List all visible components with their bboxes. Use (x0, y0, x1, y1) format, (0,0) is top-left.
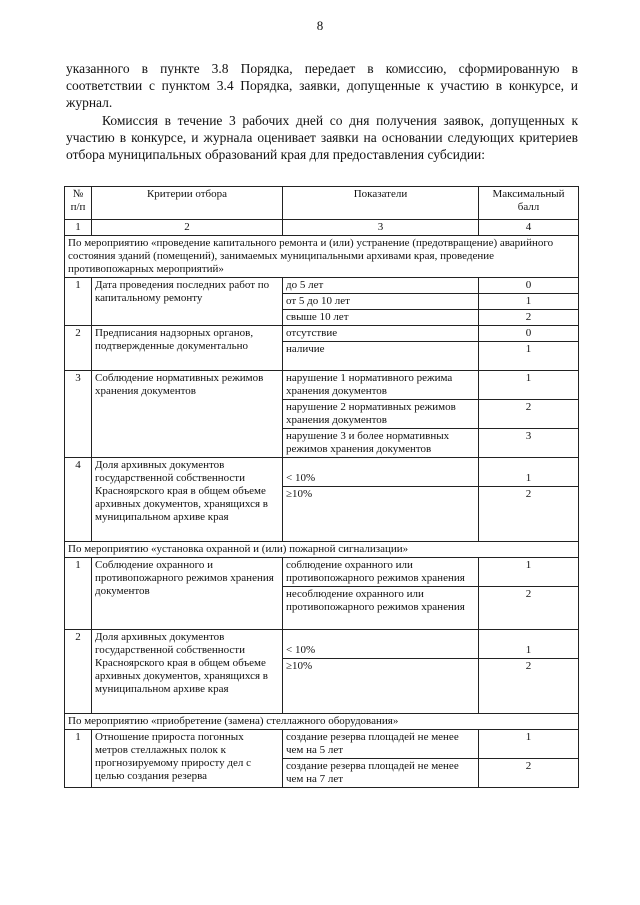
criterion-name: Соблюдение охранного и противопожарного режимов хранения документов (92, 558, 283, 630)
criterion-num: 3 (65, 371, 92, 458)
section-row (65, 714, 579, 730)
intro-paragraph-1: указанного в пункте 3.8 Порядка, передает в комиссию, сформированную в соответствии с пунктом 3.4 Порядка, заявки, допущенные к участию в конкурсе, и журнал. (66, 61, 578, 110)
criteria-table (64, 186, 579, 788)
score-cell: 1 (479, 371, 579, 400)
indicator-cell: до 5 лет (283, 278, 479, 294)
page-number: 8 (316, 18, 324, 33)
col-number: 4 (479, 220, 579, 236)
section-title: По мероприятию «проведение капитального ремонта и (или) устранение (предотвращение) аварийного состояния зданий (помещений), занимаемых муниципальными архивами края, проведение противопожарных мероприятий» (65, 236, 579, 278)
section-title: По мероприятию «установка охранной и (или) пожарной сигнализации» (65, 542, 579, 558)
table-row (65, 326, 579, 342)
score-cell: 1 (479, 458, 579, 487)
table-column-numbers-row (65, 220, 579, 236)
criterion-name: Дата проведения последних работ по капитальному ремонту (92, 278, 283, 326)
indicator-cell: создание резерва площадей не менее чем на 7 лет (283, 759, 479, 788)
intro-paragraph-2: Комиссия в течение 3 рабочих дней со дня получения заявок, допущенных к участию в конкурсе, и журнала оценивает заявки на основании следующих критериев отбора муниципальных образований края для предоставления субсидии: (66, 113, 578, 162)
table-row (65, 630, 579, 659)
criterion-name: Отношение прироста погонных метров стеллажных полок к прогнозируемому приросту дел с целью создания резерва (92, 730, 283, 788)
score-cell: 2 (479, 587, 579, 630)
header-criteria: Критерии отбора (92, 187, 283, 220)
criterion-num: 1 (65, 558, 92, 630)
indicator-cell: < 10% (283, 630, 479, 659)
criterion-name: Доля архивных документов государственной собственности Красноярского края в общем объеме архивных документов, хранящихся в муниципальном архиве края (92, 630, 283, 714)
indicator-cell: отсутствие (283, 326, 479, 342)
criterion-num: 2 (65, 630, 92, 714)
criterion-num: 1 (65, 730, 92, 788)
indicator-cell: < 10% (283, 458, 479, 487)
score-cell: 2 (479, 659, 579, 714)
score-cell: 2 (479, 400, 579, 429)
score-cell: 2 (479, 759, 579, 788)
table-row (65, 371, 579, 400)
indicator-cell: ≥10% (283, 487, 479, 542)
criterion-name: Предписания надзорных органов, подтвержденные документально (92, 326, 283, 371)
indicator-cell: нарушение 3 и более нормативных режимов хранения документов (283, 429, 479, 458)
criterion-num: 4 (65, 458, 92, 542)
col-number: 1 (65, 220, 92, 236)
score-cell: 1 (479, 630, 579, 659)
criterion-num: 2 (65, 326, 92, 371)
criterion-name: Доля архивных документов государственной собственности Красноярского края в общем объеме архивных документов, хранящихся в муниципальном архиве края (92, 458, 283, 542)
table-row (65, 730, 579, 759)
indicator-cell: ≥10% (283, 659, 479, 714)
header-num: № п/п (65, 187, 92, 220)
score-cell: 1 (479, 342, 579, 371)
header-indicators: Показатели (283, 187, 479, 220)
indicator-cell: создание резерва площадей не менее чем на 5 лет (283, 730, 479, 759)
criterion-name: Соблюдение нормативных режимов хранения документов (92, 371, 283, 458)
indicator-cell: от 5 до 10 лет (283, 294, 479, 310)
score-cell: 1 (479, 730, 579, 759)
section-row (65, 236, 579, 278)
indicator-cell: нарушение 2 нормативных режимов хранения документов (283, 400, 479, 429)
indicator-cell: соблюдение охранного или противопожарного режимов хранения (283, 558, 479, 587)
table-row (65, 558, 579, 587)
score-cell: 1 (479, 294, 579, 310)
score-cell: 3 (479, 429, 579, 458)
indicator-cell: нарушение 1 нормативного режима хранения документов (283, 371, 479, 400)
score-cell: 2 (479, 310, 579, 326)
indicator-cell: несоблюдение охранного или противопожарного режимов хранения (283, 587, 479, 630)
criterion-num: 1 (65, 278, 92, 326)
section-row (65, 542, 579, 558)
score-cell: 0 (479, 278, 579, 294)
col-number: 3 (283, 220, 479, 236)
score-cell: 0 (479, 326, 579, 342)
table-row (65, 458, 579, 487)
section-title: По мероприятию «приобретение (замена) стеллажного оборудования» (65, 714, 579, 730)
indicator-cell: свыше 10 лет (283, 310, 479, 326)
score-cell: 1 (479, 558, 579, 587)
table-header-row (65, 187, 579, 220)
header-max-score: Максимальный балл (479, 187, 579, 220)
score-cell: 2 (479, 487, 579, 542)
col-number: 2 (92, 220, 283, 236)
indicator-cell: наличие (283, 342, 479, 371)
table-row (65, 278, 579, 294)
